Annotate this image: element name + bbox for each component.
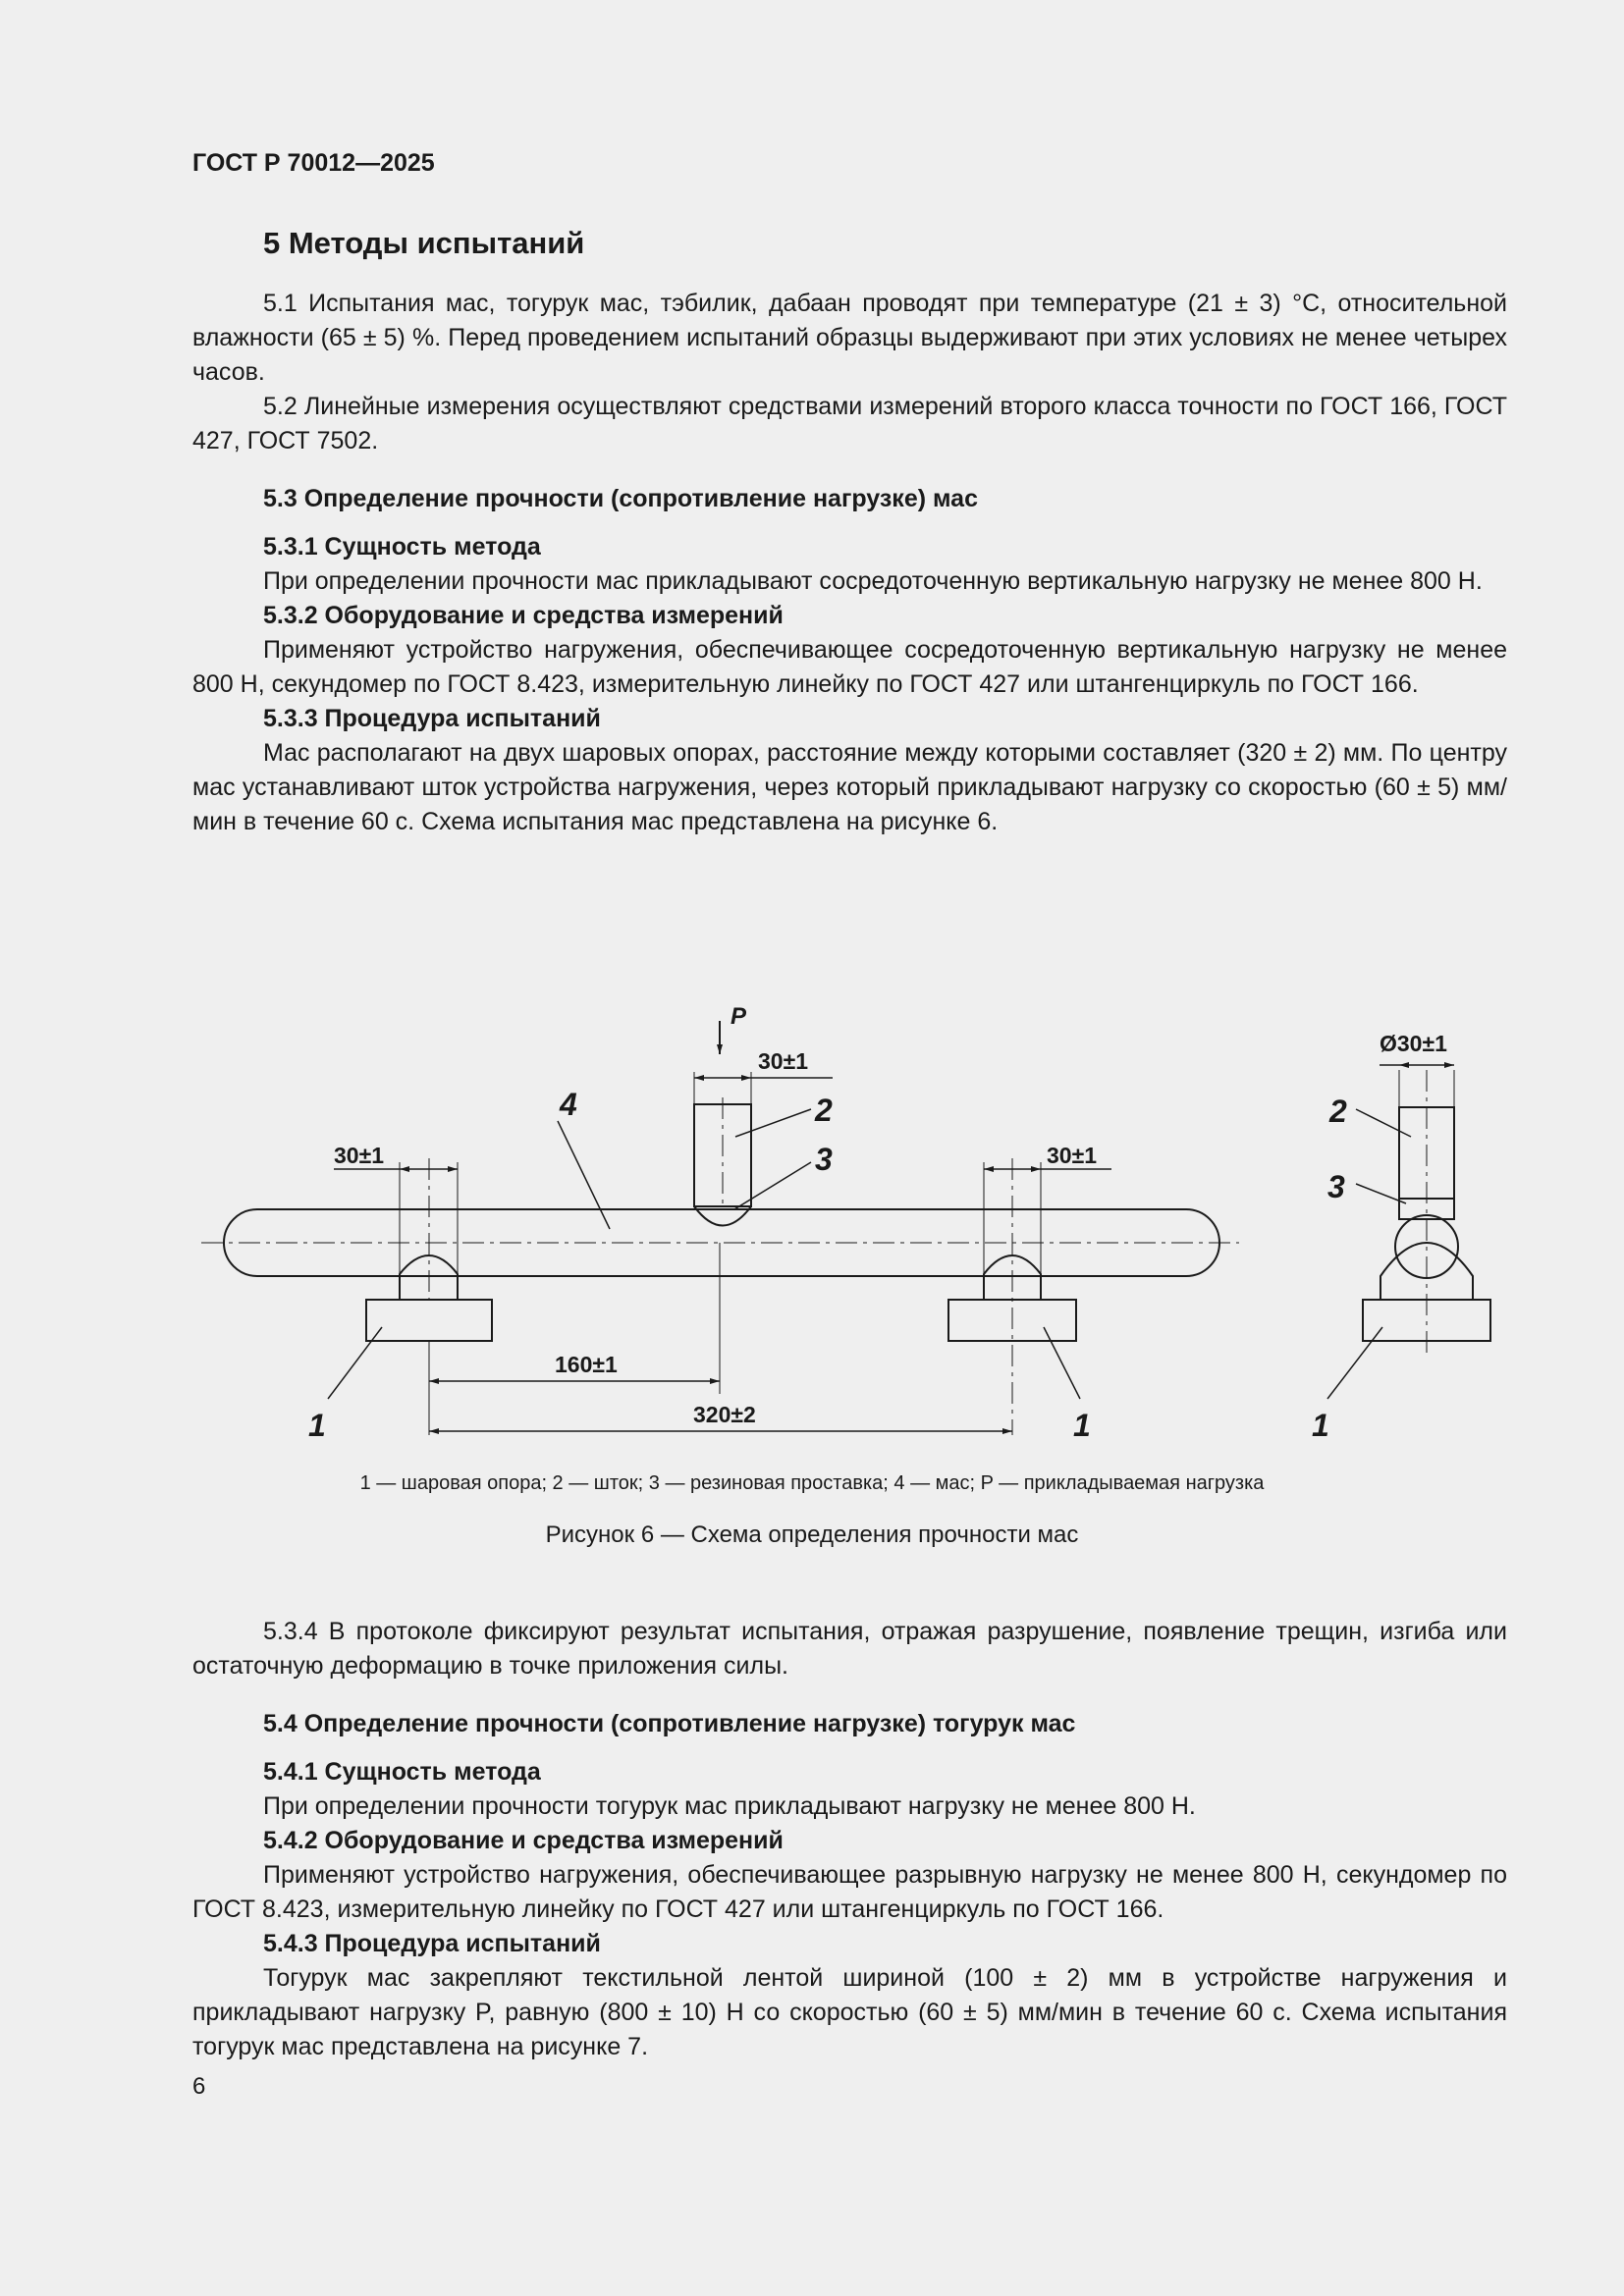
- callout-1-side: 1: [1312, 1408, 1329, 1443]
- heading-5-4: 5.4 Определение прочности (сопротивление нагрузке) тогурук мас: [263, 1710, 1076, 1737]
- text-block-bottom: [192, 1615, 1507, 2064]
- paragraph-5-2: 5.2 Линейные измерения осуществляют средствами измерений второго класса точности по ГОСТ 166, ГОСТ 427, ГОСТ 7502.: [192, 393, 1507, 454]
- paragraph-5-3-4: 5.3.4 В протоколе фиксируют результат испытания, отражая разрушение, появление трещин, изгиба или остаточную деформацию в точке приложения силы.: [192, 1618, 1507, 1680]
- figure-caption: Рисунок 6 — Схема определения прочности мас: [545, 1522, 1079, 1548]
- callout-2: 2: [815, 1093, 833, 1128]
- dim-label-right: 30±1: [1047, 1143, 1097, 1168]
- dim-label-left: 30±1: [334, 1143, 384, 1168]
- left-support-base: [366, 1300, 492, 1341]
- heading-5-3: 5.3 Определение прочности (сопротивление нагрузке) мас: [263, 485, 978, 512]
- paragraph-5-4-2: Применяют устройство нагружения, обеспечивающее разрывную нагрузку не менее 800 Н, секундомер по ГОСТ 8.423, измерительную линейку по ГОСТ 427 или штангенциркуль по ГОСТ 166.: [192, 1861, 1507, 1923]
- heading-5-4-3: 5.4.3 Процедура испытаний: [263, 1930, 601, 1957]
- callout-3-side: 3: [1327, 1169, 1345, 1204]
- heading-5-3-1: 5.3.1 Сущность метода: [263, 533, 541, 561]
- heading-5-3-3: 5.3.3 Процедура испытаний: [263, 705, 601, 732]
- paragraph-5-3-3: Мас располагают на двух шаровых опорах, расстояние между которыми составляет (320 ± 2) мм. По центру мас устанавливают шток устройства нагружения, через который прикладывают нагрузку со скоростью (60 ± 5) мм/мин в течение 60 с. Схема испытания мас представлена на рисунке 6.: [192, 739, 1507, 835]
- standard-number: ГОСТ Р 70012—2025: [192, 149, 435, 177]
- paragraph-5-3-1: При определении прочности мас прикладывают сосредоточенную вертикальную нагрузку не менее 800 Н.: [263, 567, 1483, 595]
- paragraph-5-3-2: Применяют устройство нагружения, обеспечивающее сосредоточенную вертикальную нагрузку не менее 800 Н, секундомер по ГОСТ 8.423, измерительную линейку по ГОСТ 427 или штангенциркуль по ГОСТ 166.: [192, 636, 1507, 698]
- dim-label-rod: 30±1: [758, 1048, 808, 1074]
- load-label: P: [731, 1003, 747, 1030]
- dim-label-half: 160±1: [555, 1352, 618, 1377]
- dim-label-span: 320±2: [693, 1402, 756, 1427]
- figure-legend: 1 — шаровая опора; 2 — шток; 3 — резиновая проставка; 4 — мас; P — прикладываемая нагрузка: [359, 1472, 1265, 1494]
- heading-5-4-1: 5.4.1 Сущность метода: [263, 1758, 541, 1786]
- page-number: 6: [192, 2073, 206, 2100]
- text-block-top: [192, 287, 1507, 839]
- callout-1-left: 1: [308, 1408, 326, 1443]
- paragraph-5-4-1: При определении прочности тогурук мас прикладывают нагрузку не менее 800 Н.: [263, 1792, 1196, 1820]
- callout-3: 3: [815, 1142, 833, 1177]
- section-title: 5 Методы испытаний: [263, 226, 585, 260]
- paragraph-5-1: 5.1 Испытания мас, тогурук мас, тэбилик, дабаан проводят при температуре (21 ± 3) °С, относительной влажности (65 ± 5) %. Перед проведением испытаний образцы выдерживают при этих условиях не менее четырех часов.: [192, 290, 1507, 386]
- callout-1-right: 1: [1073, 1408, 1091, 1443]
- paragraph-5-4-3: Тогурук мас закрепляют текстильной лентой шириной (100 ± 2) мм в устройстве нагружения и прикладывают нагрузку P, равную (800 ± 10) Н со скоростью (60 ± 5) мм/мин в течение 60 с. Схема испытания тогурук мас представлена на рисунке 7.: [192, 1964, 1507, 2060]
- heading-5-3-2: 5.3.2 Оборудование и средства измерений: [263, 602, 784, 629]
- dim-label-side: Ø30±1: [1380, 1031, 1447, 1056]
- heading-5-4-2: 5.4.2 Оборудование и средства измерений: [263, 1827, 784, 1854]
- callout-2-side: 2: [1329, 1094, 1347, 1129]
- callout-4: 4: [560, 1087, 577, 1122]
